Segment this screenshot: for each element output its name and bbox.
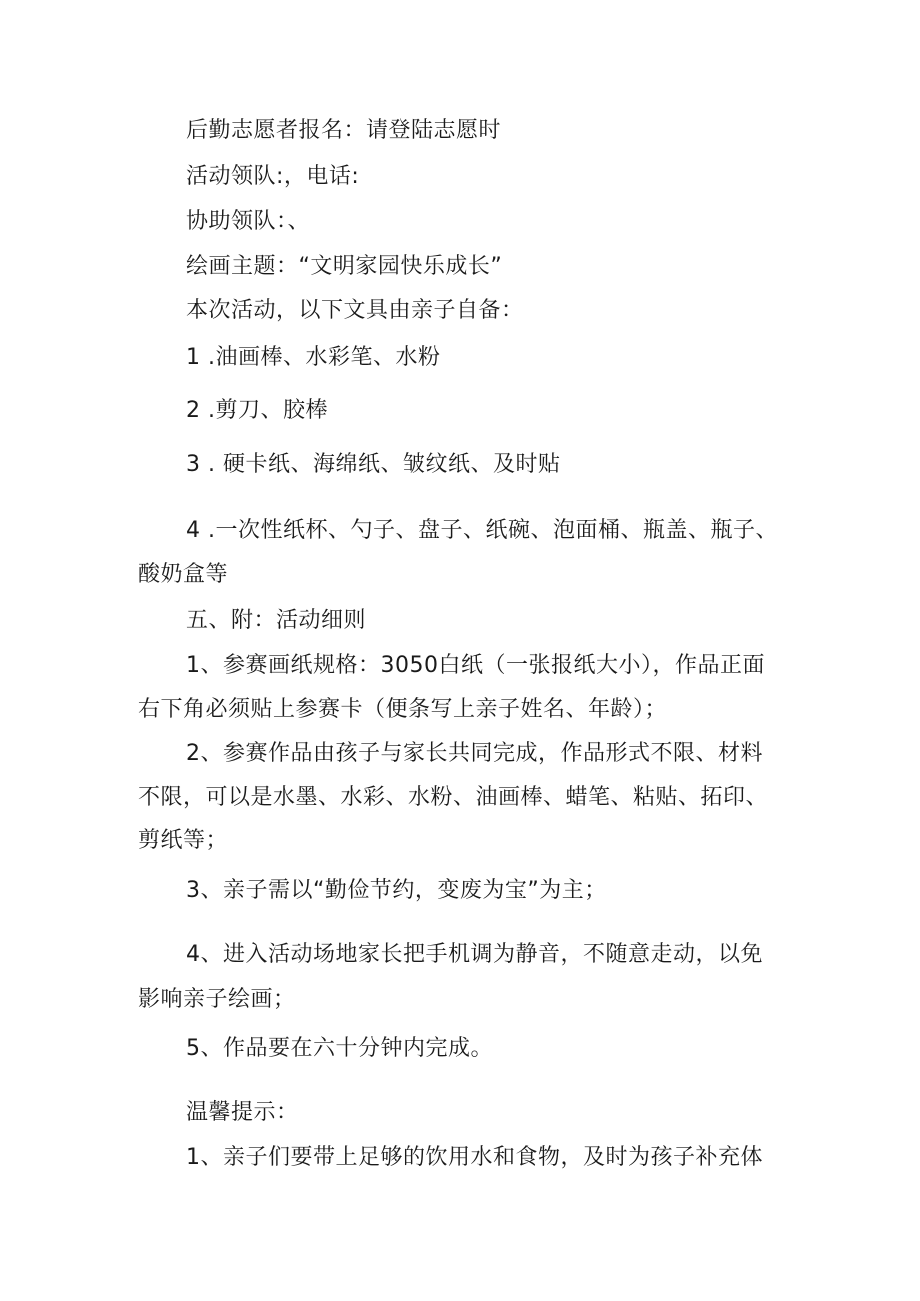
list-item: 4 .一次性纸杯、勺子、盘子、纸碗、泡面桶、瓶盖、瓶子、 [186, 518, 778, 543]
rule-item-continuation: 右下角必须贴上参赛卡（便条写上亲子姓名、年龄）； [138, 697, 668, 722]
rule-item: 5、作品要在六十分钟内完成。 [186, 1036, 493, 1061]
rule-item: 2、参赛作品由孩子与家长共同完成，作品形式不限、材料 [186, 741, 763, 766]
rule-item-continuation: 不限，可以是水墨、水彩、水粉、油画棒、蜡笔、粘贴、拓印、 [138, 785, 769, 810]
list-item: 2 .剪刀、胶棒 [186, 398, 328, 423]
text-line: 绘画主题：“文明家园快乐成长” [186, 254, 503, 279]
list-item: 3 . 硬卡纸、海绵纸、皱纹纸、及时贴 [186, 452, 561, 477]
rule-item-continuation: 影响亲子绘画； [138, 987, 296, 1012]
tip-item: 1、亲子们要带上足够的饮用水和食物，及时为孩子补充体 [186, 1145, 763, 1170]
text-line: 后勤志愿者报名：请登陆志愿时 [186, 118, 502, 143]
rule-item: 3、亲子需以“勤俭节约，变废为宝”为主； [186, 878, 607, 903]
text-line: 活动领队:，电话: [186, 164, 360, 189]
tips-heading: 温馨提示： [186, 1100, 299, 1125]
text-line: 本次活动，以下文具由亲子自备： [186, 298, 524, 323]
rule-item: 4、进入活动场地家长把手机调为静音，不随意走动，以免 [186, 942, 763, 967]
list-item-continuation: 酸奶盒等 [138, 562, 229, 587]
rule-item-continuation: 剪纸等； [138, 828, 229, 853]
text-line: 协助领队：、 [186, 209, 311, 234]
section-heading: 五、附：活动细则 [186, 608, 367, 633]
rule-item: 1、参赛画纸规格：3050白纸（一张报纸大小），作品正面 [186, 653, 765, 678]
list-item: 1 .油画棒、水彩笔、水粉 [186, 345, 441, 370]
